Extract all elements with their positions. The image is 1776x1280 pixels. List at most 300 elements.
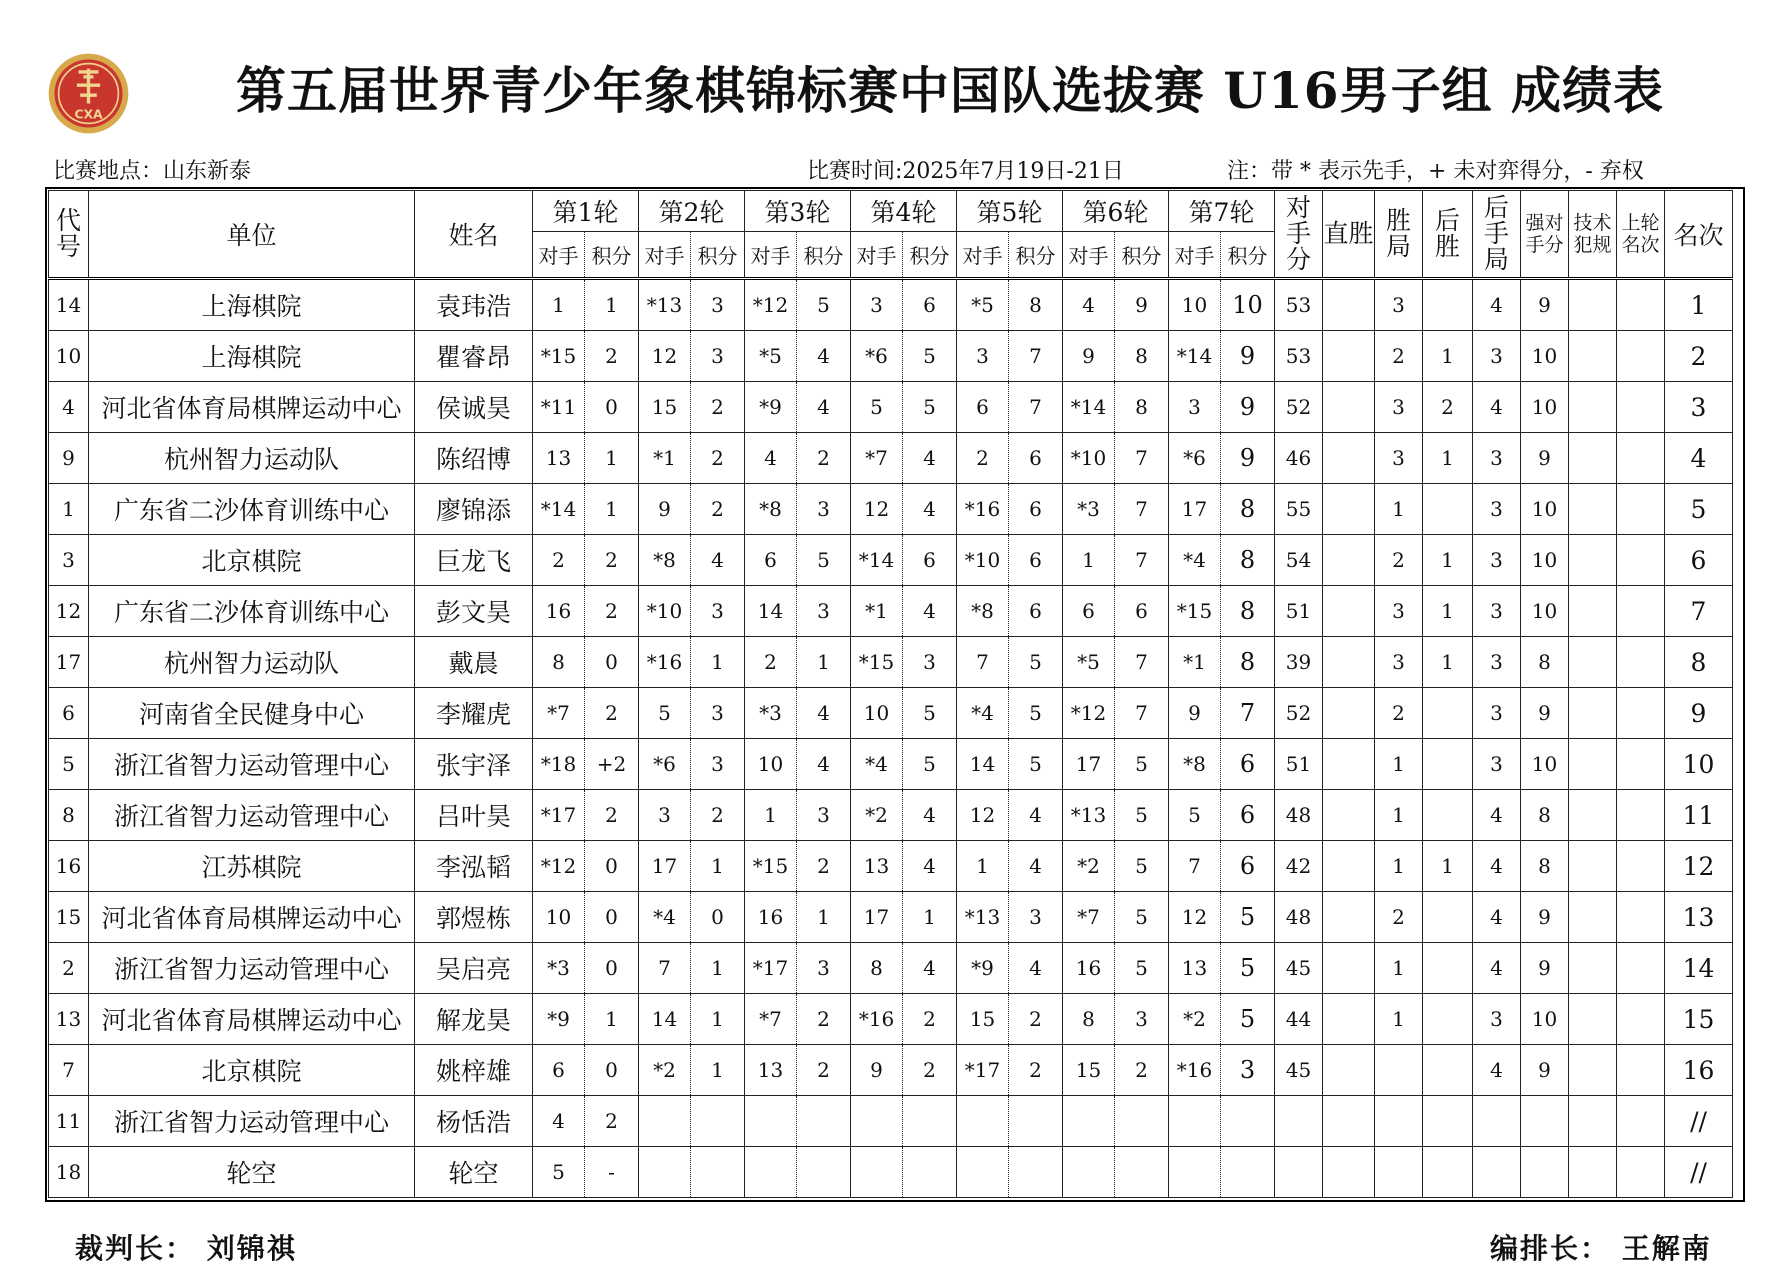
player-name: 姚梓雄 xyxy=(415,1045,533,1096)
subheader-opponent-r4: 对手 xyxy=(851,232,903,279)
player-code: 10 xyxy=(49,331,89,382)
subheader-opponent-r5: 对手 xyxy=(957,232,1009,279)
table-header xyxy=(49,191,1733,279)
round-4-score xyxy=(903,1147,957,1198)
header-round-3: 第3轮 xyxy=(745,191,851,232)
direct-win xyxy=(1323,1147,1375,1198)
round-6-opponent: 17 xyxy=(1063,739,1115,790)
strong-opponent-score: 10 xyxy=(1521,331,1569,382)
direct-win xyxy=(1323,688,1375,739)
player-name: 巨龙飞 xyxy=(415,535,533,586)
player-code: 1 xyxy=(49,484,89,535)
player-code: 8 xyxy=(49,790,89,841)
technical-foul xyxy=(1569,892,1617,943)
black-wins: 1 xyxy=(1423,331,1473,382)
round-4-opponent: *2 xyxy=(851,790,903,841)
player-unit: 轮空 xyxy=(89,1147,415,1198)
round-7-opponent xyxy=(1169,1147,1221,1198)
round-7-score: 5 xyxy=(1221,943,1275,994)
round-5-opponent: 3 xyxy=(957,331,1009,382)
rank: 2 xyxy=(1665,331,1733,382)
round-7-score: 9 xyxy=(1221,331,1275,382)
header-rank: 名次 xyxy=(1665,191,1733,279)
round-2-score: 1 xyxy=(691,994,745,1045)
round-1-score: 1 xyxy=(585,279,639,331)
round-5-score: 6 xyxy=(1009,586,1063,637)
round-5-score: 5 xyxy=(1009,637,1063,688)
table-row xyxy=(49,637,1733,688)
round-4-score: 2 xyxy=(903,994,957,1045)
subheader-opponent-r7: 对手 xyxy=(1169,232,1221,279)
subheader-opponent-r3: 对手 xyxy=(745,232,797,279)
direct-win xyxy=(1323,1096,1375,1147)
round-6-opponent xyxy=(1063,1096,1115,1147)
rank: 8 xyxy=(1665,637,1733,688)
technical-foul xyxy=(1569,586,1617,637)
rank: 15 xyxy=(1665,994,1733,1045)
strong-opponent-score: 8 xyxy=(1521,790,1569,841)
round-2-score: 3 xyxy=(691,279,745,331)
table-row xyxy=(49,433,1733,484)
strong-opponent-score: 9 xyxy=(1521,1045,1569,1096)
round-3-opponent: *17 xyxy=(745,943,797,994)
last-round-rank xyxy=(1617,739,1665,790)
round-2-score: 3 xyxy=(691,331,745,382)
round-6-opponent: 15 xyxy=(1063,1045,1115,1096)
round-7-opponent: *8 xyxy=(1169,739,1221,790)
round-2-opponent: *2 xyxy=(639,1045,691,1096)
round-1-opponent: *9 xyxy=(533,994,585,1045)
strong-opponent-score: 9 xyxy=(1521,943,1569,994)
opponent-score: 39 xyxy=(1275,637,1323,688)
rank: // xyxy=(1665,1096,1733,1147)
table-row xyxy=(49,790,1733,841)
player-unit: 上海棋院 xyxy=(89,331,415,382)
last-round-rank xyxy=(1617,484,1665,535)
direct-win xyxy=(1323,484,1375,535)
last-round-rank xyxy=(1617,279,1665,331)
player-unit: 广东省二沙体育训练中心 xyxy=(89,586,415,637)
technical-foul xyxy=(1569,279,1617,331)
round-2-opponent xyxy=(639,1096,691,1147)
round-7-opponent: *6 xyxy=(1169,433,1221,484)
subheader-opponent-r2: 对手 xyxy=(639,232,691,279)
table-row xyxy=(49,331,1733,382)
black-games: 3 xyxy=(1473,739,1521,790)
black-wins xyxy=(1423,790,1473,841)
black-games xyxy=(1473,1096,1521,1147)
round-7-opponent: 17 xyxy=(1169,484,1221,535)
table-row xyxy=(49,484,1733,535)
last-round-rank xyxy=(1617,586,1665,637)
black-wins xyxy=(1423,279,1473,331)
player-unit: 浙江省智力运动管理中心 xyxy=(89,739,415,790)
round-2-score: 0 xyxy=(691,892,745,943)
last-round-rank xyxy=(1617,994,1665,1045)
player-name: 戴晨 xyxy=(415,637,533,688)
player-code: 6 xyxy=(49,688,89,739)
wins xyxy=(1375,1147,1423,1198)
player-name: 瞿睿昂 xyxy=(415,331,533,382)
round-6-opponent: 9 xyxy=(1063,331,1115,382)
table-row xyxy=(49,841,1733,892)
player-name: 轮空 xyxy=(415,1147,533,1198)
opponent-score: 53 xyxy=(1275,279,1323,331)
round-3-score: 3 xyxy=(797,790,851,841)
wins: 3 xyxy=(1375,637,1423,688)
player-code: 17 xyxy=(49,637,89,688)
subheader-score-r3: 积分 xyxy=(797,232,851,279)
black-games: 4 xyxy=(1473,279,1521,331)
black-games: 3 xyxy=(1473,637,1521,688)
black-games xyxy=(1473,1147,1521,1198)
round-5-score: 7 xyxy=(1009,382,1063,433)
venue-text: 比赛地点：山东新泰 xyxy=(53,159,252,184)
opponent-score xyxy=(1275,1147,1323,1198)
round-7-opponent: *15 xyxy=(1169,586,1221,637)
round-5-opponent: *8 xyxy=(957,586,1009,637)
round-6-score: 5 xyxy=(1115,841,1169,892)
direct-win xyxy=(1323,739,1375,790)
black-games: 3 xyxy=(1473,433,1521,484)
player-name: 李耀虎 xyxy=(415,688,533,739)
round-1-opponent: 13 xyxy=(533,433,585,484)
round-3-score: 2 xyxy=(797,1045,851,1096)
opponent-score: 42 xyxy=(1275,841,1323,892)
round-1-opponent: *3 xyxy=(533,943,585,994)
round-2-opponent xyxy=(639,1147,691,1198)
round-5-score: 8 xyxy=(1009,279,1063,331)
wins xyxy=(1375,1045,1423,1096)
round-6-opponent: 16 xyxy=(1063,943,1115,994)
table-row xyxy=(49,535,1733,586)
round-7-score: 8 xyxy=(1221,637,1275,688)
round-1-opponent: 5 xyxy=(533,1147,585,1198)
round-6-opponent: *2 xyxy=(1063,841,1115,892)
cxa-logo xyxy=(47,52,130,135)
technical-foul xyxy=(1569,484,1617,535)
round-7-score: 8 xyxy=(1221,535,1275,586)
table-row xyxy=(49,688,1733,739)
round-7-score: 3 xyxy=(1221,1045,1275,1096)
round-5-opponent: 1 xyxy=(957,841,1009,892)
round-7-opponent: *4 xyxy=(1169,535,1221,586)
strong-opponent-score: 8 xyxy=(1521,841,1569,892)
player-unit: 浙江省智力运动管理中心 xyxy=(89,790,415,841)
round-6-opponent xyxy=(1063,1147,1115,1198)
player-code: 12 xyxy=(49,586,89,637)
round-2-opponent: 3 xyxy=(639,790,691,841)
round-6-score: 2 xyxy=(1115,1045,1169,1096)
rank: 9 xyxy=(1665,688,1733,739)
round-4-score: 5 xyxy=(903,331,957,382)
round-4-opponent: *16 xyxy=(851,994,903,1045)
round-5-score: 5 xyxy=(1009,688,1063,739)
round-2-score: 2 xyxy=(691,484,745,535)
black-wins xyxy=(1423,994,1473,1045)
table-row xyxy=(49,943,1733,994)
table-row xyxy=(49,994,1733,1045)
round-5-opponent: *13 xyxy=(957,892,1009,943)
black-wins: 1 xyxy=(1423,586,1473,637)
round-3-opponent xyxy=(745,1096,797,1147)
black-games: 4 xyxy=(1473,790,1521,841)
round-5-opponent: *5 xyxy=(957,279,1009,331)
round-3-opponent: *9 xyxy=(745,382,797,433)
header-code: 代号 xyxy=(49,191,89,279)
wins: 2 xyxy=(1375,688,1423,739)
round-1-score: 2 xyxy=(585,790,639,841)
round-1-score: 1 xyxy=(585,994,639,1045)
round-2-opponent: 12 xyxy=(639,331,691,382)
round-5-score: 4 xyxy=(1009,841,1063,892)
round-3-opponent: 14 xyxy=(745,586,797,637)
round-7-score: 7 xyxy=(1221,688,1275,739)
player-unit: 浙江省智力运动管理中心 xyxy=(89,943,415,994)
round-2-score: 3 xyxy=(691,688,745,739)
round-4-score: 4 xyxy=(903,586,957,637)
round-7-opponent xyxy=(1169,1096,1221,1147)
black-wins xyxy=(1423,739,1473,790)
rank: 14 xyxy=(1665,943,1733,994)
round-2-opponent: 9 xyxy=(639,484,691,535)
last-round-rank xyxy=(1617,790,1665,841)
black-wins xyxy=(1423,1045,1473,1096)
round-3-opponent: *7 xyxy=(745,994,797,1045)
round-2-opponent: *4 xyxy=(639,892,691,943)
black-games: 4 xyxy=(1473,841,1521,892)
last-round-rank xyxy=(1617,1096,1665,1147)
strong-opponent-score: 10 xyxy=(1521,382,1569,433)
round-4-score: 4 xyxy=(903,484,957,535)
strong-opponent-score: 9 xyxy=(1521,433,1569,484)
round-7-opponent: 13 xyxy=(1169,943,1221,994)
round-5-opponent: 2 xyxy=(957,433,1009,484)
wins: 2 xyxy=(1375,331,1423,382)
round-6-score: 7 xyxy=(1115,484,1169,535)
wins: 1 xyxy=(1375,484,1423,535)
round-1-score: 2 xyxy=(585,1096,639,1147)
header-black-wins: 后胜 xyxy=(1423,191,1473,279)
round-1-score: 0 xyxy=(585,841,639,892)
round-4-opponent: *15 xyxy=(851,637,903,688)
player-name: 袁玮浩 xyxy=(415,279,533,331)
round-5-opponent: *4 xyxy=(957,688,1009,739)
player-unit: 河北省体育局棋牌运动中心 xyxy=(89,382,415,433)
round-1-opponent: *15 xyxy=(533,331,585,382)
round-1-score: 0 xyxy=(585,382,639,433)
black-games: 3 xyxy=(1473,688,1521,739)
rank: 11 xyxy=(1665,790,1733,841)
round-1-score: 2 xyxy=(585,535,639,586)
round-4-opponent: 12 xyxy=(851,484,903,535)
round-6-score xyxy=(1115,1147,1169,1198)
technical-foul xyxy=(1569,1045,1617,1096)
round-3-opponent: 2 xyxy=(745,637,797,688)
round-4-score: 4 xyxy=(903,943,957,994)
black-wins xyxy=(1423,1096,1473,1147)
player-code: 15 xyxy=(49,892,89,943)
strong-opponent-score: 10 xyxy=(1521,586,1569,637)
player-unit: 江苏棋院 xyxy=(89,841,415,892)
last-round-rank xyxy=(1617,331,1665,382)
player-unit: 河南省全民健身中心 xyxy=(89,688,415,739)
round-1-score: 0 xyxy=(585,637,639,688)
rank: 12 xyxy=(1665,841,1733,892)
round-6-score: 7 xyxy=(1115,688,1169,739)
round-2-score: 1 xyxy=(691,841,745,892)
round-3-score: 3 xyxy=(797,484,851,535)
black-wins xyxy=(1423,892,1473,943)
wins: 3 xyxy=(1375,433,1423,484)
technical-foul xyxy=(1569,382,1617,433)
player-name: 解龙昊 xyxy=(415,994,533,1045)
round-1-opponent: *18 xyxy=(533,739,585,790)
player-name: 郭煜栋 xyxy=(415,892,533,943)
round-2-opponent: 5 xyxy=(639,688,691,739)
round-5-score: 4 xyxy=(1009,790,1063,841)
round-5-opponent: *9 xyxy=(957,943,1009,994)
player-unit: 浙江省智力运动管理中心 xyxy=(89,1096,415,1147)
rank: 3 xyxy=(1665,382,1733,433)
direct-win xyxy=(1323,535,1375,586)
technical-foul xyxy=(1569,637,1617,688)
round-4-score: 2 xyxy=(903,1045,957,1096)
round-4-opponent xyxy=(851,1147,903,1198)
direct-win xyxy=(1323,1045,1375,1096)
results-table xyxy=(48,190,1733,1198)
round-6-opponent: *7 xyxy=(1063,892,1115,943)
round-3-score: 2 xyxy=(797,994,851,1045)
direct-win xyxy=(1323,943,1375,994)
table-row xyxy=(49,892,1733,943)
strong-opponent-score: 9 xyxy=(1521,688,1569,739)
round-1-score: 2 xyxy=(585,586,639,637)
round-5-opponent: 6 xyxy=(957,382,1009,433)
player-unit: 河北省体育局棋牌运动中心 xyxy=(89,994,415,1045)
header-unit: 单位 xyxy=(89,191,415,279)
direct-win xyxy=(1323,279,1375,331)
round-1-opponent: 10 xyxy=(533,892,585,943)
svg-text:CXA: CXA xyxy=(74,106,103,122)
technical-foul xyxy=(1569,1096,1617,1147)
opponent-score: 52 xyxy=(1275,382,1323,433)
round-3-opponent: 10 xyxy=(745,739,797,790)
wins: 1 xyxy=(1375,994,1423,1045)
round-6-score: 5 xyxy=(1115,943,1169,994)
round-6-score: 5 xyxy=(1115,790,1169,841)
technical-foul xyxy=(1569,790,1617,841)
rank: 10 xyxy=(1665,739,1733,790)
player-unit: 北京棋院 xyxy=(89,1045,415,1096)
opponent-score: 51 xyxy=(1275,739,1323,790)
round-1-score: 1 xyxy=(585,484,639,535)
round-1-opponent: 6 xyxy=(533,1045,585,1096)
black-games: 4 xyxy=(1473,892,1521,943)
technical-foul xyxy=(1569,535,1617,586)
player-name: 廖锦添 xyxy=(415,484,533,535)
player-name: 李泓韬 xyxy=(415,841,533,892)
strong-opponent-score: 9 xyxy=(1521,279,1569,331)
round-6-opponent: 4 xyxy=(1063,279,1115,331)
table-row xyxy=(49,586,1733,637)
round-3-score: 2 xyxy=(797,433,851,484)
round-5-opponent: *16 xyxy=(957,484,1009,535)
round-1-opponent: 16 xyxy=(533,586,585,637)
wins: 1 xyxy=(1375,790,1423,841)
player-unit: 河北省体育局棋牌运动中心 xyxy=(89,892,415,943)
round-3-opponent: 16 xyxy=(745,892,797,943)
strong-opponent-score xyxy=(1521,1096,1569,1147)
header-round-2: 第2轮 xyxy=(639,191,745,232)
round-2-opponent: *1 xyxy=(639,433,691,484)
opponent-score: 45 xyxy=(1275,943,1323,994)
round-1-score: 0 xyxy=(585,1045,639,1096)
player-name: 吕叶昊 xyxy=(415,790,533,841)
player-code: 18 xyxy=(49,1147,89,1198)
black-wins xyxy=(1423,484,1473,535)
round-3-score: 5 xyxy=(797,535,851,586)
round-6-opponent: 8 xyxy=(1063,994,1115,1045)
rank: 6 xyxy=(1665,535,1733,586)
round-6-opponent: *14 xyxy=(1063,382,1115,433)
opponent-score: 48 xyxy=(1275,892,1323,943)
subheader-score-r6: 积分 xyxy=(1115,232,1169,279)
round-5-score: 6 xyxy=(1009,484,1063,535)
round-2-score: 2 xyxy=(691,382,745,433)
header-last-rank: 上轮名次 xyxy=(1617,191,1665,279)
round-7-score: 8 xyxy=(1221,586,1275,637)
opponent-score: 55 xyxy=(1275,484,1323,535)
header-round-7: 第7轮 xyxy=(1169,191,1275,232)
round-4-score: 5 xyxy=(903,739,957,790)
table-row xyxy=(49,279,1733,331)
round-4-score: 5 xyxy=(903,382,957,433)
header-round-4: 第4轮 xyxy=(851,191,957,232)
round-7-score: 6 xyxy=(1221,790,1275,841)
round-4-score xyxy=(903,1096,957,1147)
round-4-score: 1 xyxy=(903,892,957,943)
header-direct-win: 直胜 xyxy=(1323,191,1375,279)
black-wins: 1 xyxy=(1423,637,1473,688)
round-7-score: 5 xyxy=(1221,994,1275,1045)
player-code: 3 xyxy=(49,535,89,586)
last-round-rank xyxy=(1617,841,1665,892)
round-3-score xyxy=(797,1147,851,1198)
round-3-opponent: 1 xyxy=(745,790,797,841)
round-1-opponent: *12 xyxy=(533,841,585,892)
round-7-opponent: *1 xyxy=(1169,637,1221,688)
technical-foul xyxy=(1569,943,1617,994)
table-body xyxy=(49,279,1733,1198)
subheader-score-r5: 积分 xyxy=(1009,232,1063,279)
strong-opponent-score: 8 xyxy=(1521,637,1569,688)
round-6-score: 7 xyxy=(1115,637,1169,688)
round-6-opponent: 6 xyxy=(1063,586,1115,637)
round-6-opponent: *13 xyxy=(1063,790,1115,841)
rank: 16 xyxy=(1665,1045,1733,1096)
round-2-score: 2 xyxy=(691,790,745,841)
subheader-score-r2: 积分 xyxy=(691,232,745,279)
wins: 3 xyxy=(1375,382,1423,433)
round-5-score: 4 xyxy=(1009,943,1063,994)
round-7-score: 10 xyxy=(1221,279,1275,331)
round-3-score: 1 xyxy=(797,637,851,688)
round-2-opponent: *16 xyxy=(639,637,691,688)
round-1-opponent: *7 xyxy=(533,688,585,739)
subheader-score-r1: 积分 xyxy=(585,232,639,279)
round-2-score: 3 xyxy=(691,739,745,790)
